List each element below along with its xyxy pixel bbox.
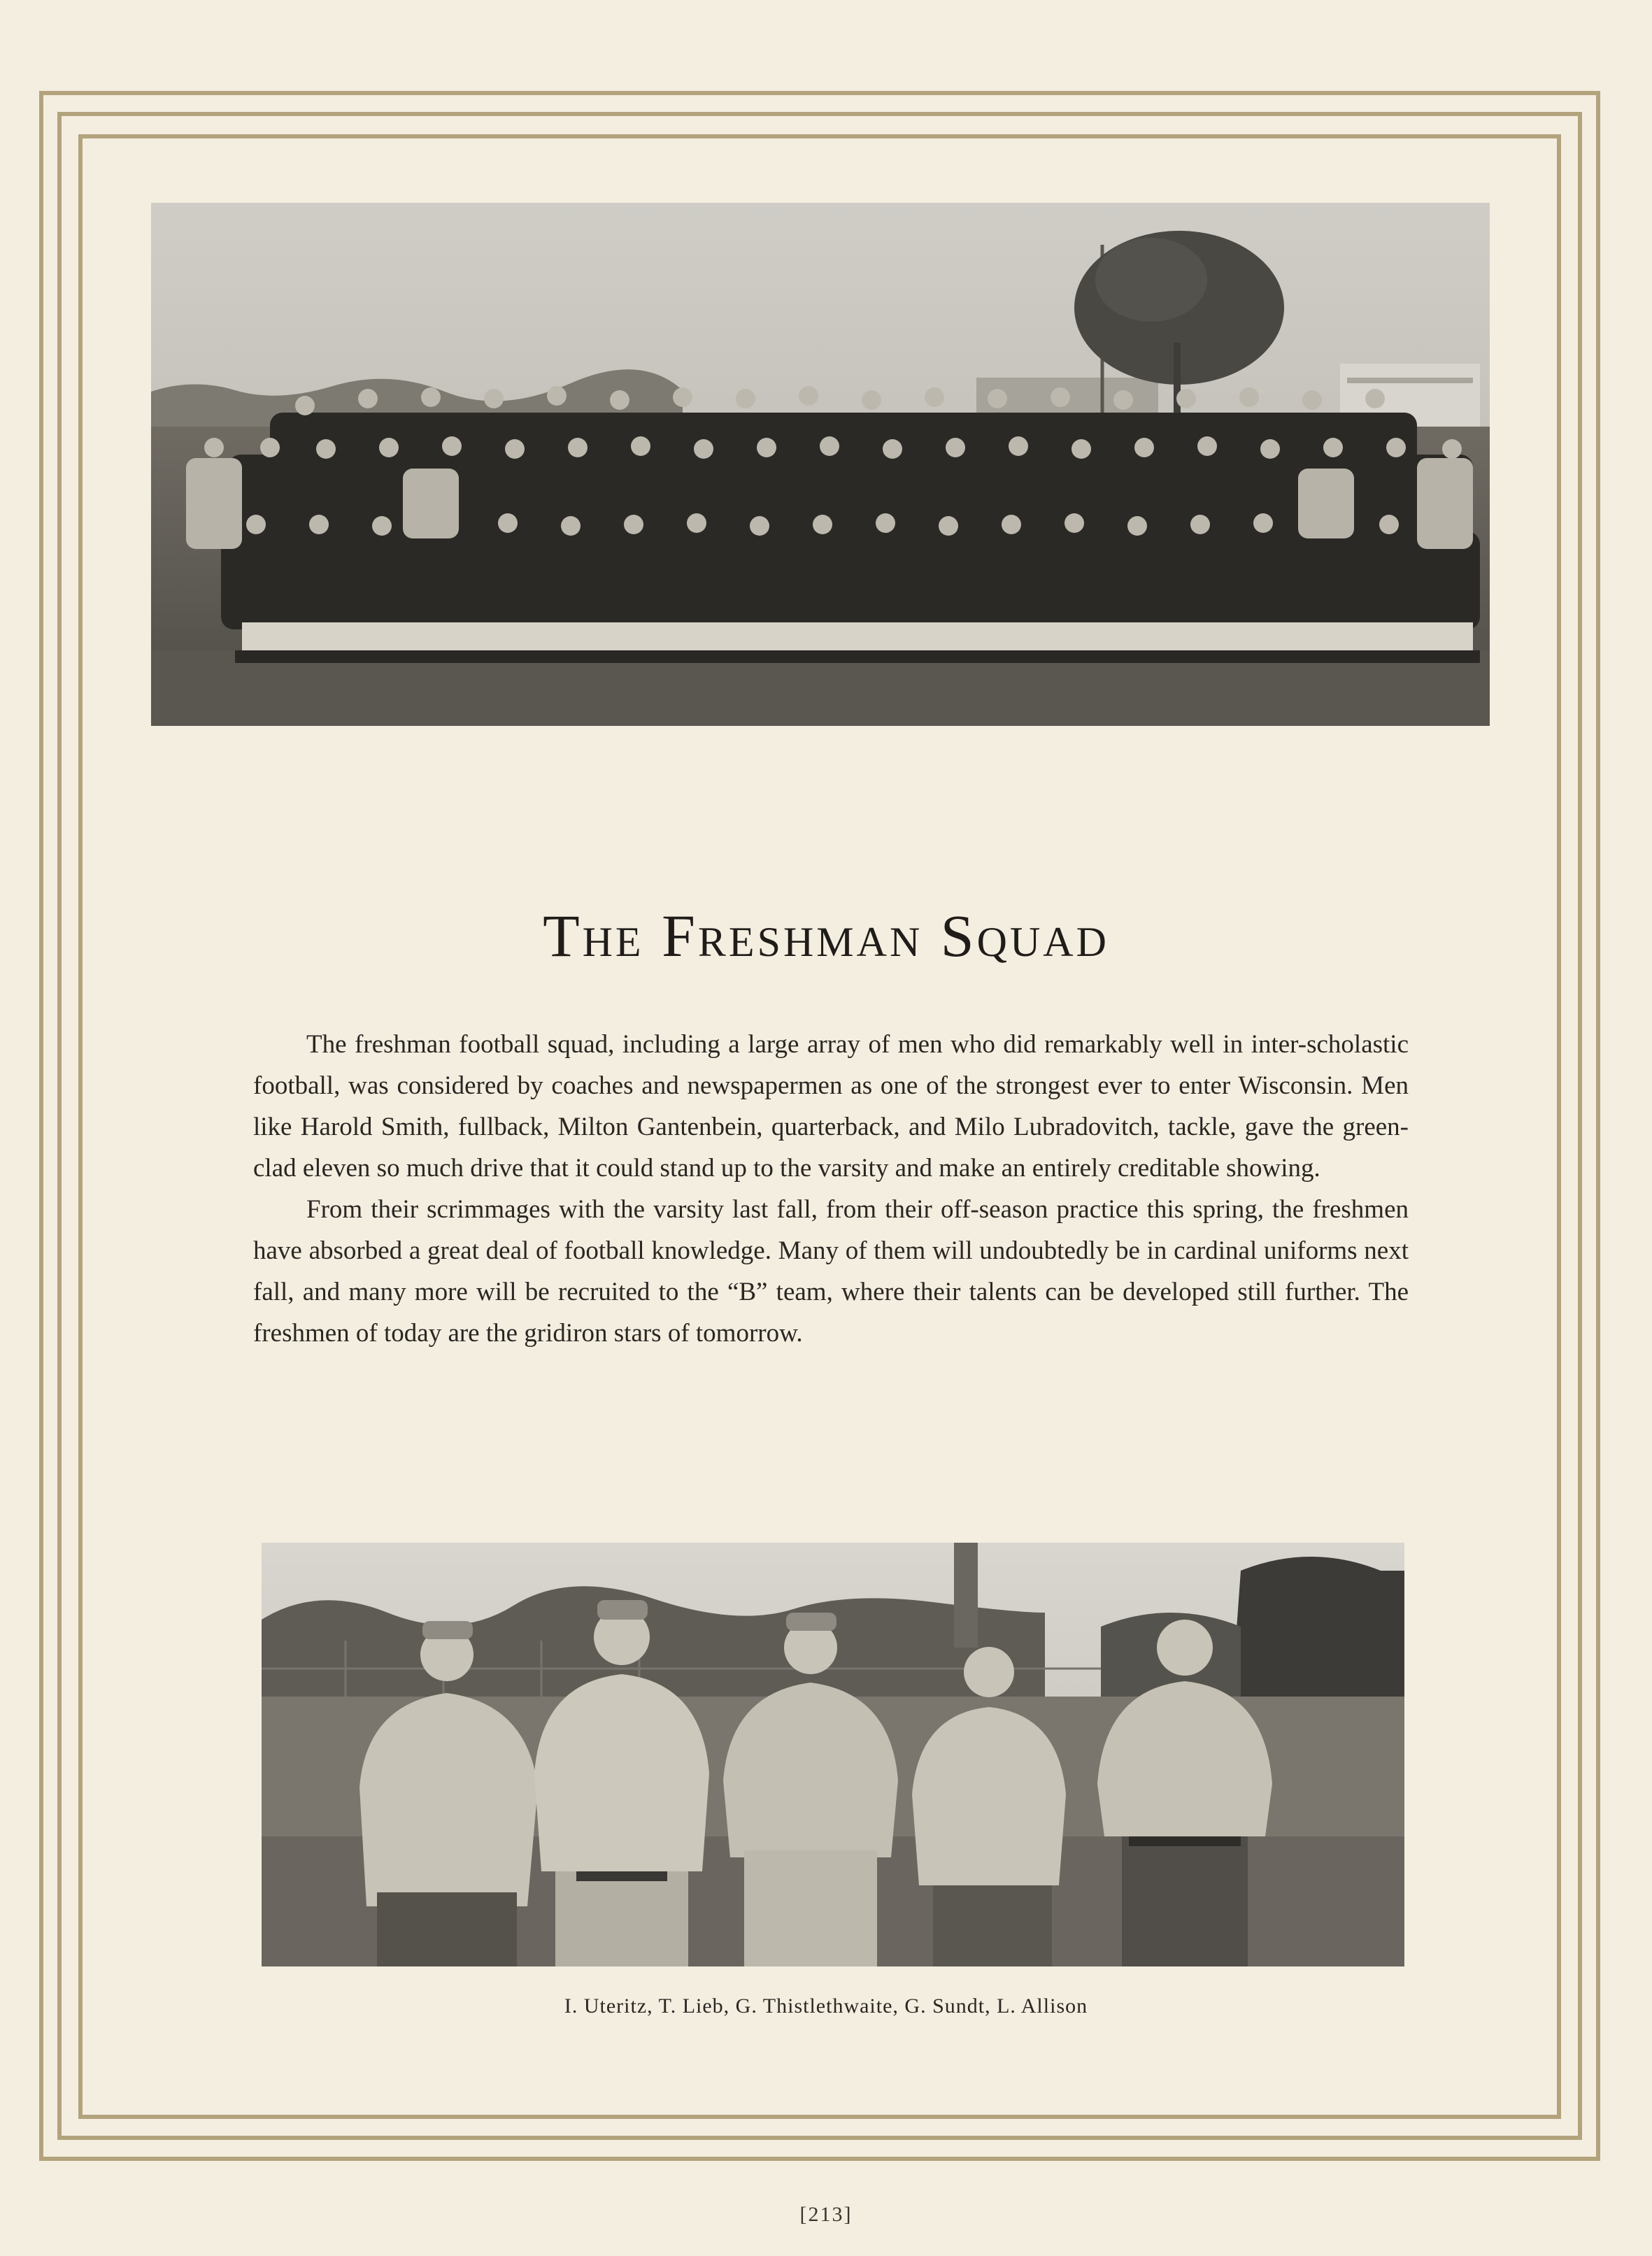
page-title: The Freshman Squad	[543, 902, 1109, 969]
photo-caption: I. Uteritz, T. Lieb, G. Thistlethwaite, G. Sundt, L. Allison	[564, 1994, 1088, 2018]
coaches-photo	[262, 1543, 1404, 1966]
paragraph: The freshman football squad, including a large array of men who did remarkably well in inter-scholastic football, was considered by coaches and newspapermen as one of the strongest ever to enter Wisconsin. Men like Harold Smith, fullback, Milton Gantenbein, quarterback, and Milo Lubradovitch, tackle, gave the green-clad eleven so much drive that it could stand up to the varsity and make an entirely creditable showing.	[253, 1030, 1409, 1183]
squad-photo	[151, 203, 1490, 726]
article-body	[253, 1024, 1409, 1354]
page-number: [213]	[799, 2203, 853, 2226]
paragraph: From their scrimmages with the varsity last fall, from their off-season practice this spring, the freshmen have absorbed a great deal of football knowledge. Many of them will undoubtedly be in cardinal uniforms next fall, and many more will be recruited to the “B” team, where their talents can be developed still further. The freshmen of today are the gridiron stars of tomorrow.	[253, 1195, 1409, 1348]
